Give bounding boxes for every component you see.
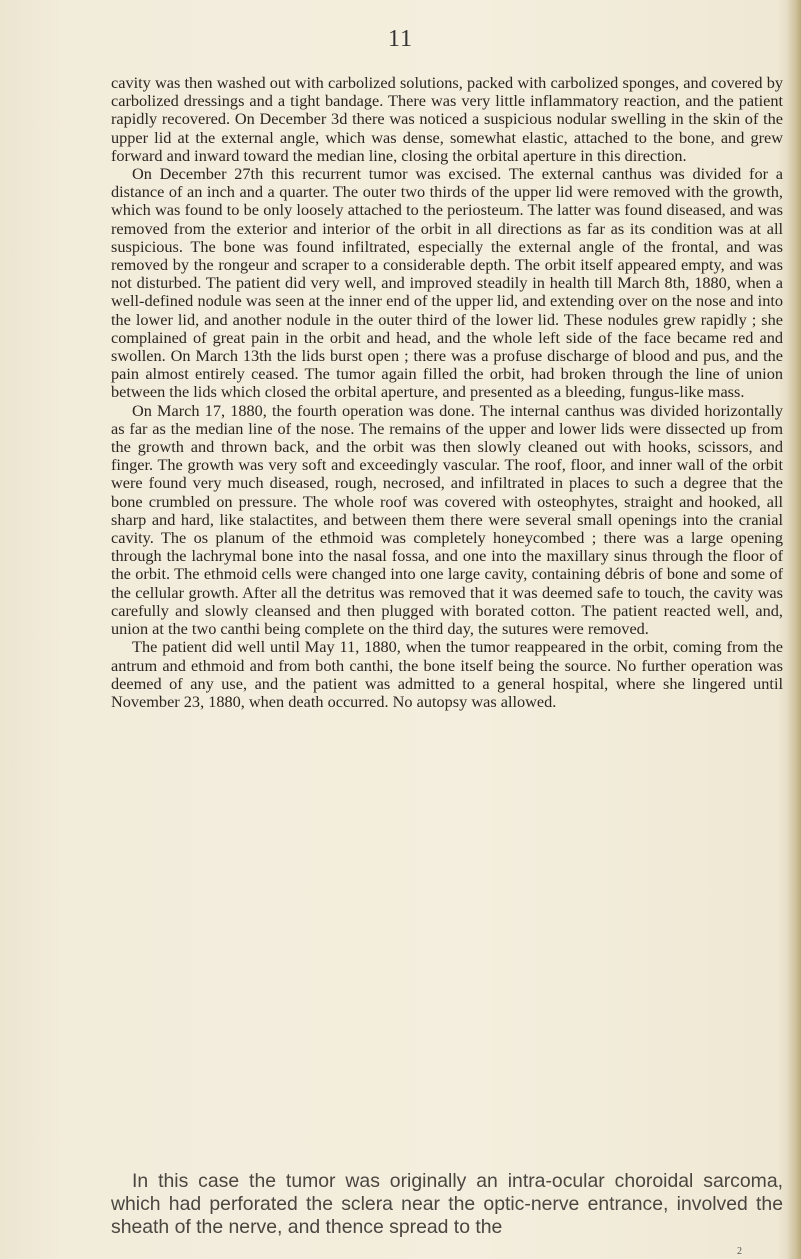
page-edge-shadow — [787, 0, 801, 1259]
body-text — [111, 74, 783, 711]
closing-paragraph: In this case the tumor was originally an intra-ocular choroidal sarcoma, which had perforated the sclera near the optic-nerve entrance, involved the sheath of the nerve, and thence spread to the — [111, 1170, 783, 1238]
paragraph-3: On March 17, 1880, the fourth operation was done. The internal canthus was divided horizontally as far as the median line of the nose. The remains of the upper and lower lids were dissected up from the growth and thrown back, and the orbit was then slowly cleaned out with hooks, scissors, and finger. The growth was very soft and exceedingly vascular. The roof, floor, and inner wall of the orbit were found very much diseased, rough, necrosed, and infiltrated in places to such a degree that the bone crumbled on pressure. The whole roof was covered with osteophytes, straight and hooked, all sharp and hard, like stalactites, and between them there were several small openings into the cranial cavity. The os planum of the ethmoid was completely honeycombed ; there was a large opening through the lachrymal bone into the nasal fossa, and one into the maxillary sinus through the floor of the orbit. The ethmoid cells were changed into one large cavity, containing débris of bone and some of the cellular growth. After all the detritus was removed that it was deemed safe to touch, the cavity was carefully and slowly cleansed and then plugged with borated cotton. The patient reacted well, and, union at the two canthi being complete on the third day, the sutures were removed. — [111, 400, 783, 639]
signature-mark: 2 — [737, 1246, 742, 1257]
paragraph-1: cavity was then washed out with carbolized solutions, packed with carbolized sponges, and covered by carbolized dressings and a tight bandage. There was very little inflammatory reaction, and the patient rapidly recovered. On December 3d there was noticed a suspicious nodular swelling in the skin of the upper lid at the external angle, which was dense, somewhat elastic, attached to the bone, and grew forward and inward toward the median line, closing the orbital aperture in this direction. — [111, 73, 783, 165]
paragraph-2: On December 27th this recurrent tumor was excised. The external canthus was divided for a distance of an inch and a quarter. The outer two thirds of the upper lid were removed with the growth, which was found to be only loosely attached to the periosteum. The latter was found diseased, and was removed from the exterior and interior of the orbit in all directions as far as its condition was at all suspicious. The bone was found infiltrated, especially the external angle of the frontal, and was removed by the rongeur and scraper to a considerable depth. The orbit itself appeared empty, and was not disturbed. The patient did very well, and improved steadily in health till March 8th, 1880, when a well-defined nodule was seen at the inner end of the upper lid, and extending over on the nose and into the lower lid, and another nodule in the outer third of the lower lid. These nodules grew rapidly ; she complained of great pain in the orbit and head, and the whole left side of the face became red and swollen. On March 13th the lids burst open ; there was a profuse discharge of blood and pus, and the pain almost entirely ceased. The tumor again filled the orbit, had broken through the line of union between the lids which closed the orbital aperture, and presented as a bleeding, fungus-like mass. — [111, 164, 783, 402]
paragraph-4: The patient did well until May 11, 1880, when the tumor reappeared in the orbit, coming from the antrum and ethmoid and from both canthi, the bone itself being the source. No further operation was deemed of any use, and the patient was admitted to a general hospital, where she lingered until November 23, 1880, when death occurred. No autopsy was allowed. — [111, 637, 783, 711]
page-number: 11 — [387, 26, 414, 52]
